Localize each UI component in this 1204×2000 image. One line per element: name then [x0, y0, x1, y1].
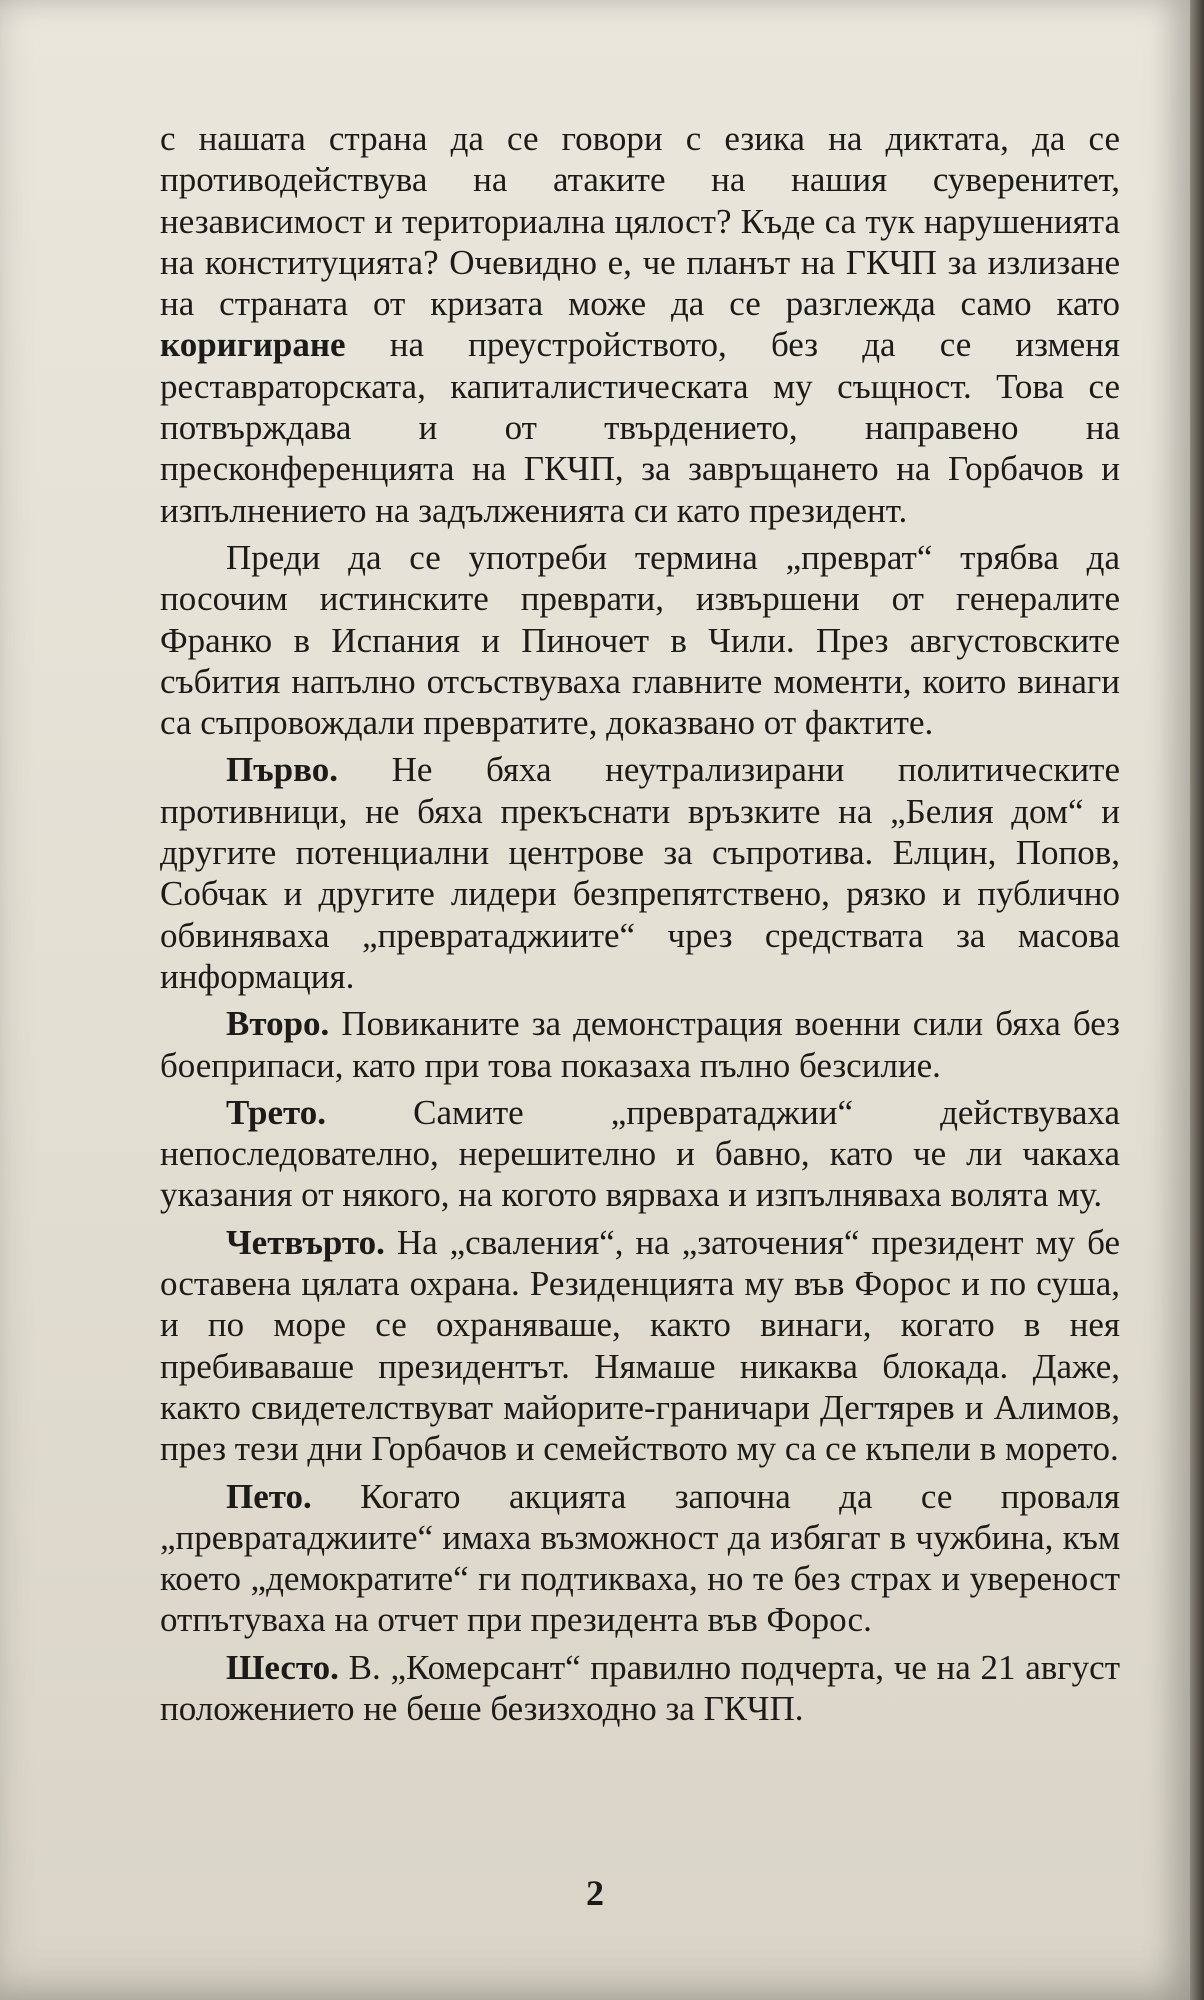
lead-word: Второ. [226, 1004, 330, 1044]
paragraph-text: Самите „превратаджии“ действуваха непоследователно, нерешително и бавно, като че ли чакаха указания от някого, на когото вярваха и изпълняваха волята му. [160, 1092, 1120, 1215]
body-text [160, 118, 1120, 1735]
paragraph-third [160, 1092, 1120, 1216]
lead-word: Шесто. [226, 1647, 339, 1687]
paragraph-text: с нашата страна да се говори с езика на диктата, да се противодействува на атаките на нашия суверенитет, независимост и териториална цялост? Къде са тук нарушенията на конституцията? Очевидно е, че планът на ГКЧП за излизане на страната от кризата може да се разглежда само като [160, 119, 1120, 324]
lead-word: Пето. [226, 1476, 312, 1516]
page-edge-shadow [1190, 0, 1204, 2000]
paragraph-text: Когато акцията започна да се проваля „превратаджиите“ имаха възможност да избягат в чужбина, към което „демократите“ ги подтикваха, но те без страх и увереност отпътуваха на отчет при президента във Форос. [160, 1476, 1120, 1640]
page-number: 2 [586, 1873, 604, 1913]
paragraph-text: Повиканите за демонстрация военни сили бяха без боеприпаси, като при това показаха пълно безсилие. [160, 1004, 1120, 1085]
paragraph-first [160, 749, 1120, 997]
paragraph-fifth [160, 1476, 1120, 1641]
paragraph-text: на преустройството, без да се изменя реставраторската, капиталистическата му същност. Това се потвърждава и от твърдението, направено на пресконференцията на ГКЧП, за завръщането на Горбачов и изпълнението на задълженията си като президент. [160, 325, 1120, 530]
paragraph-text: В. „Комерсант“ правилно подчерта, че на 21 август положението не беше безизходно за ГКЧП. [160, 1647, 1120, 1728]
paragraph-text: На „сваления“, на „заточения“ президент му бе оставена цялата охрана. Резиденцията му във Форос и по суша, и по море се охраняваше, както винаги, когато в нея пребиваваше президентът. Нямаше никаква блокада. Даже, както свидетелствуват майорите-граничари Дегтярев и Алимов, през тези дни Горбачов и семейството му са се къпели в морето. [160, 1222, 1120, 1469]
paragraph-continued [160, 118, 1120, 531]
lead-word: Трето. [226, 1092, 326, 1132]
paragraph-sixth [160, 1647, 1120, 1730]
paragraph-text: Не бяха неутрализирани политическите противници, не бяха прекъснати връзките на „Белия дом“ и другите потенциални центрове за съпротива. Елцин, Попов, Собчак и другите лидери безпрепятствено, рязко и публично обвиняваха „превратаджиите“ чрез средствата за масова информация. [160, 750, 1120, 996]
emphasized-word: коригиране [160, 325, 346, 365]
paragraph-fourth [160, 1222, 1120, 1470]
lead-word: Четвърто. [226, 1222, 385, 1262]
paragraph-coup-term: Преди да се употреби термина „преврат“ трябва да посочим истинските преврати, извършени от генералите Франко в Испания и Пиночет в Чили. През августовските събития напълно отсъствуваха главните моменти, които винаги са съпровождали превратите, доказвано от фактите. [160, 537, 1120, 743]
lead-word: Първо. [226, 750, 339, 790]
paragraph-second [160, 1003, 1120, 1086]
